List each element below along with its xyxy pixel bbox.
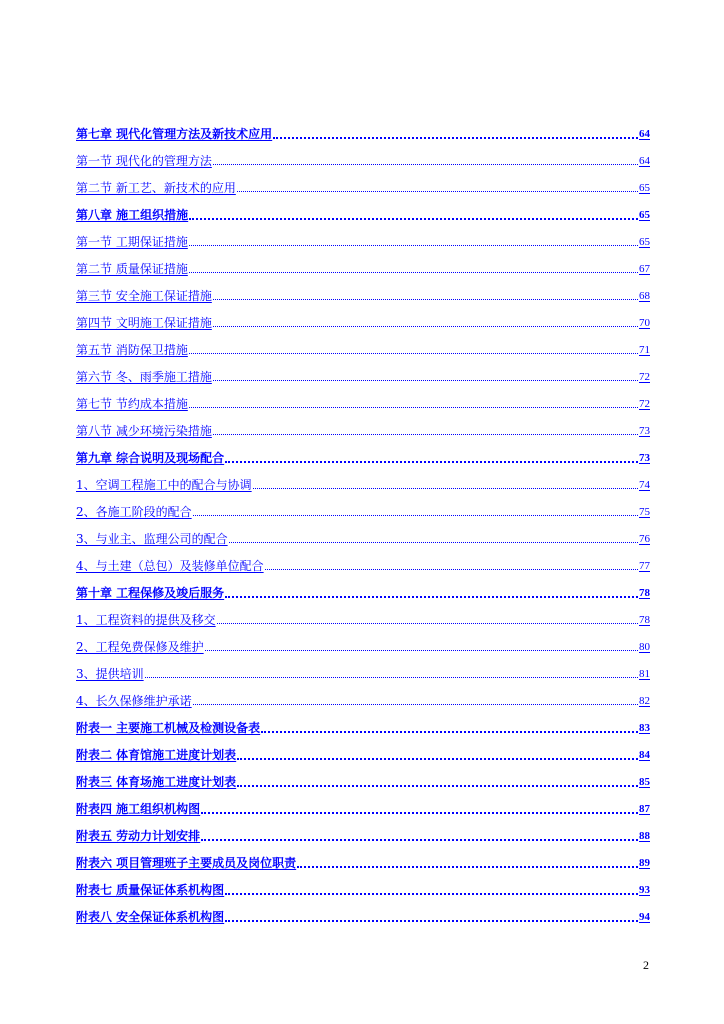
toc-entry-page: 78: [639, 587, 650, 599]
toc-entry-page: 78: [639, 614, 650, 626]
toc-entry-title: 第二节 新工艺、新技术的应用: [76, 181, 236, 195]
toc-entry-page: 75: [639, 506, 650, 518]
toc-entry[interactable]: [76, 492, 650, 519]
toc-leader-dots: [225, 919, 638, 922]
toc-entry-page: 64: [639, 155, 650, 167]
toc-entry[interactable]: [76, 249, 650, 276]
toc-entry-page: 85: [639, 776, 650, 788]
toc-entry[interactable]: [76, 843, 650, 870]
toc-entry-title: 第一节 现代化的管理方法: [76, 154, 212, 168]
toc-entry-page: 65: [639, 209, 650, 221]
toc-leader-dots: [189, 271, 638, 273]
toc-entry-page: 77: [639, 560, 650, 572]
toc-entry[interactable]: [76, 384, 650, 411]
toc-entry-title: 第二节 质量保证措施: [76, 262, 188, 276]
toc-entry-title: 第六节 冬、雨季施工措施: [76, 370, 212, 384]
toc-leader-dots: [265, 568, 638, 570]
toc-leader-dots: [205, 649, 638, 651]
toc-entry-page: 94: [639, 911, 650, 923]
toc-leader-dots: [217, 622, 638, 624]
toc-entry[interactable]: [76, 627, 650, 654]
toc-entry[interactable]: [76, 897, 650, 924]
toc-entry[interactable]: [76, 681, 650, 708]
toc-entry-page: 70: [639, 317, 650, 329]
toc-leader-dots: [229, 541, 638, 543]
toc-leader-dots: [145, 676, 638, 678]
toc-entry[interactable]: [76, 816, 650, 843]
toc-leader-dots: [213, 433, 638, 435]
toc-entry-title: 附表三 体育场施工进度计划表: [76, 775, 237, 789]
toc-leader-dots: [225, 892, 638, 895]
toc-entry-title: 第三节 安全施工保证措施: [76, 289, 212, 303]
toc-entry[interactable]: [76, 600, 650, 627]
toc-entry[interactable]: [76, 708, 650, 735]
toc-leader-dots: [213, 298, 638, 300]
toc-entry[interactable]: [76, 114, 650, 141]
toc-entry[interactable]: [76, 654, 650, 681]
toc-entry-page: 80: [639, 641, 650, 653]
toc-entry[interactable]: [76, 303, 650, 330]
toc-entry[interactable]: [76, 141, 650, 168]
toc-entry[interactable]: [76, 330, 650, 357]
toc-entry-page: 81: [639, 668, 650, 680]
toc-entry-title: 第八章 施工组织措施: [76, 208, 189, 222]
toc-entry[interactable]: [76, 168, 650, 195]
toc-entry[interactable]: [76, 357, 650, 384]
toc-entry-page: 76: [639, 533, 650, 545]
toc-entry[interactable]: [76, 438, 650, 465]
toc-entry-page: 93: [639, 884, 650, 896]
toc-entry-page: 82: [639, 695, 650, 707]
toc-entry[interactable]: [76, 276, 650, 303]
toc-entry-page: 88: [639, 830, 650, 842]
toc-leader-dots: [213, 379, 638, 381]
toc-entry-title: 3、与业主、监理公司的配合: [76, 532, 228, 546]
toc-entry-page: 67: [639, 263, 650, 275]
toc-leader-dots: [189, 244, 638, 246]
toc-entry-title: 附表一 主要施工机械及检测设备表: [76, 721, 261, 735]
toc-leader-dots: [189, 406, 638, 408]
toc-entry-page: 73: [639, 452, 650, 464]
toc-entry-page: 71: [639, 344, 650, 356]
toc-entry-page: 87: [639, 803, 650, 815]
toc-leader-dots: [237, 757, 638, 760]
toc-entry-title: 第七章 现代化管理方法及新技术应用: [76, 127, 273, 141]
toc-entry-title: 第七节 节约成本措施: [76, 397, 188, 411]
toc-entry-title: 1、空调工程施工中的配合与协调: [76, 478, 252, 492]
toc-entry-page: 89: [639, 857, 650, 869]
toc-leader-dots: [273, 136, 638, 139]
toc-entry-title: 附表五 劳动力计划安排: [76, 829, 201, 843]
toc-entry-title: 第一节 工期保证措施: [76, 235, 188, 249]
toc-entry[interactable]: [76, 735, 650, 762]
toc-entry-page: 74: [639, 479, 650, 491]
toc-leader-dots: [193, 514, 638, 516]
toc-entry-page: 65: [639, 236, 650, 248]
toc-entry[interactable]: [76, 870, 650, 897]
toc-leader-dots: [225, 460, 638, 463]
toc-entry-title: 4、长久保修维护承诺: [76, 694, 192, 708]
toc-entry-title: 第五节 消防保卫措施: [76, 343, 188, 357]
toc-entry[interactable]: [76, 465, 650, 492]
toc-entry-title: 2、各施工阶段的配合: [76, 505, 192, 519]
toc-entry-page: 73: [639, 425, 650, 437]
toc-entry[interactable]: [76, 222, 650, 249]
toc-entry-title: 附表七 质量保证体系机构图: [76, 883, 225, 897]
page-number: 2: [643, 958, 649, 972]
toc-entry-page: 64: [639, 128, 650, 140]
toc-entry-title: 4、与土建（总包）及装修单位配合: [76, 559, 264, 573]
toc-leader-dots: [189, 217, 638, 220]
toc-entry-page: 83: [639, 722, 650, 734]
toc-entry-title: 3、提供培训: [76, 667, 144, 681]
toc-entry[interactable]: [76, 573, 650, 600]
table-of-contents: [76, 114, 650, 924]
toc-entry-page: 65: [639, 182, 650, 194]
toc-entry-title: 1、工程资料的提供及移交: [76, 613, 216, 627]
toc-leader-dots: [201, 811, 638, 814]
toc-entry-title: 附表四 施工组织机构图: [76, 802, 201, 816]
toc-entry[interactable]: [76, 546, 650, 573]
toc-entry-page: 72: [639, 371, 650, 383]
toc-entry[interactable]: [76, 762, 650, 789]
toc-leader-dots: [261, 730, 638, 733]
toc-entry[interactable]: [76, 789, 650, 816]
toc-entry[interactable]: [76, 195, 650, 222]
toc-entry-title: 2、工程免费保修及维护: [76, 640, 204, 654]
toc-leader-dots: [193, 703, 638, 705]
toc-entry[interactable]: [76, 411, 650, 438]
toc-leader-dots: [213, 163, 638, 165]
toc-entry-page: 84: [639, 749, 650, 761]
toc-leader-dots: [213, 325, 638, 327]
toc-leader-dots: [237, 784, 638, 787]
toc-entry-title: 附表六 项目管理班子主要成员及岗位职责: [76, 856, 297, 870]
toc-leader-dots: [225, 595, 638, 598]
toc-entry-title: 第四节 文明施工保证措施: [76, 316, 212, 330]
toc-leader-dots: [297, 865, 638, 868]
toc-leader-dots: [189, 352, 638, 354]
toc-leader-dots: [201, 838, 638, 841]
toc-entry-page: 68: [639, 290, 650, 302]
toc-entry[interactable]: [76, 519, 650, 546]
toc-entry-title: 附表八 安全保证体系机构图: [76, 910, 225, 924]
toc-entry-title: 第八节 减少环境污染措施: [76, 424, 212, 438]
toc-entry-title: 附表二 体育馆施工进度计划表: [76, 748, 237, 762]
toc-entry-page: 72: [639, 398, 650, 410]
toc-entry-title: 第十章 工程保修及竣后服务: [76, 586, 225, 600]
toc-entry-title: 第九章 综合说明及现场配合: [76, 451, 225, 465]
toc-leader-dots: [253, 487, 638, 489]
toc-leader-dots: [237, 190, 638, 192]
